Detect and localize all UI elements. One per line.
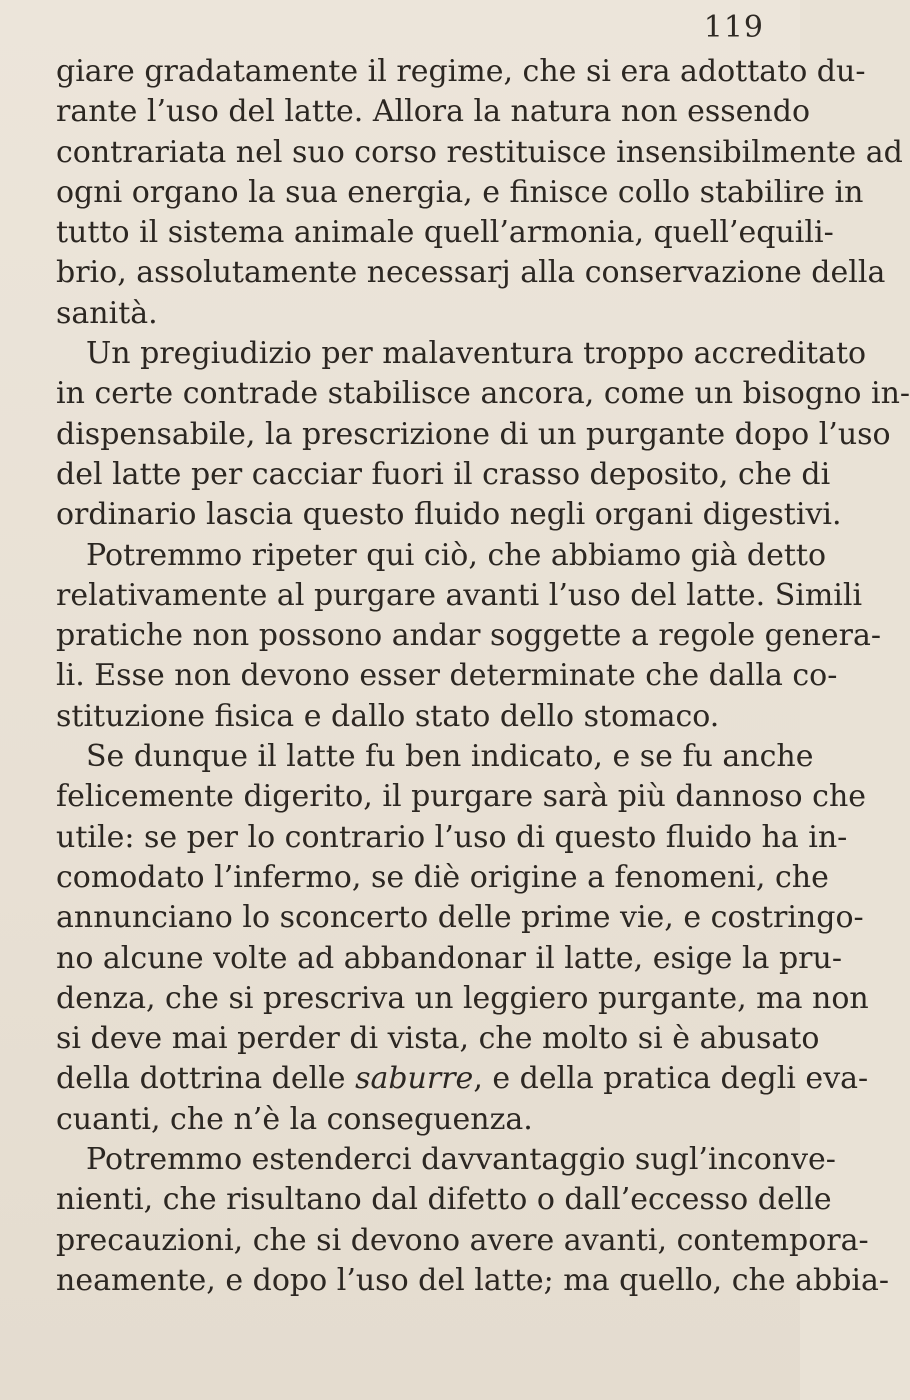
text-line: precauzioni, che si devono avere avanti, contempora- — [56, 1222, 869, 1258]
text-fragment: della dottrina delle — [56, 1061, 356, 1097]
text-line: brio, assolutamente necessarj alla conservazione della — [56, 255, 886, 291]
text-line: stituzione fisica e dallo stato dello stomaco. — [56, 698, 720, 734]
text-line: relativamente al purgare avanti l’uso del latte. Simili — [56, 577, 863, 613]
text-line: no alcune volte ad abbandonar il latte, esige la pru- — [56, 940, 842, 976]
text-line: contrariata nel suo corso restituisce insensibilmente ad — [56, 134, 903, 170]
text-line: ogni organo la sua energia, e finisce collo stabilire in — [56, 174, 864, 210]
text-fragment: , e della pratica degli eva- — [473, 1061, 869, 1097]
text-line: si deve mai perder di vista, che molto si è abusato — [56, 1021, 820, 1057]
text-line: sanità. — [56, 295, 158, 331]
text-line: annunciano lo sconcerto delle prime vie, e costringo- — [56, 900, 864, 936]
text-line: cuanti, che n’è la conseguenza. — [56, 1101, 533, 1137]
text-line: Un pregiudizio per malaventura troppo accreditato — [86, 336, 867, 372]
body-text — [56, 52, 910, 1301]
italic-term: saburre — [355, 1061, 474, 1097]
text-line: dispensabile, la prescrizione di un purgante dopo l’uso — [56, 416, 891, 452]
text-line: in certe contrade stabilisce ancora, come un bisogno in- — [56, 376, 910, 412]
page-number: 119 — [703, 10, 764, 45]
text-line: ordinario lascia questo fluido negli organi digestivi. — [56, 497, 842, 533]
text-line: li. Esse non devono esser determinate che dalla co- — [56, 658, 838, 694]
text-line: Potremmo estenderci davvantaggio sugl’inconve- — [86, 1142, 836, 1178]
text-line: Se dunque il latte fu ben indicato, e se fu anche — [86, 739, 814, 775]
text-line: pratiche non possono andar soggette a regole genera- — [56, 618, 882, 654]
text-line: neamente, e dopo l’uso del latte; ma quello, che abbia- — [56, 1262, 890, 1298]
text-line: nienti, che risultano dal difetto o dall’eccesso delle — [56, 1182, 832, 1218]
text-line-with-italic — [56, 1059, 869, 1099]
text-line: tutto il sistema animale quell’armonia, quell’equili- — [56, 215, 834, 251]
text-line: utile: se per lo contrario l’uso di questo fluido ha in- — [56, 819, 848, 855]
text-line: comodato l’infermo, se diè origine a fenomeni, che — [56, 859, 829, 895]
text-line: Potremmo ripeter qui ciò, che abbiamo già detto — [86, 537, 827, 573]
text-line: del latte per cacciar fuori il crasso deposito, che di — [56, 456, 831, 492]
text-line: felicemente digerito, il purgare sarà più dannoso che — [56, 779, 867, 815]
text-line: giare gradatamente il regime, che si era adottato du- — [56, 54, 866, 89]
text-line: rante l’uso del latte. Allora la natura non essendo — [56, 94, 811, 130]
text-line: denza, che si prescriva un leggiero purgante, ma non — [56, 980, 869, 1016]
